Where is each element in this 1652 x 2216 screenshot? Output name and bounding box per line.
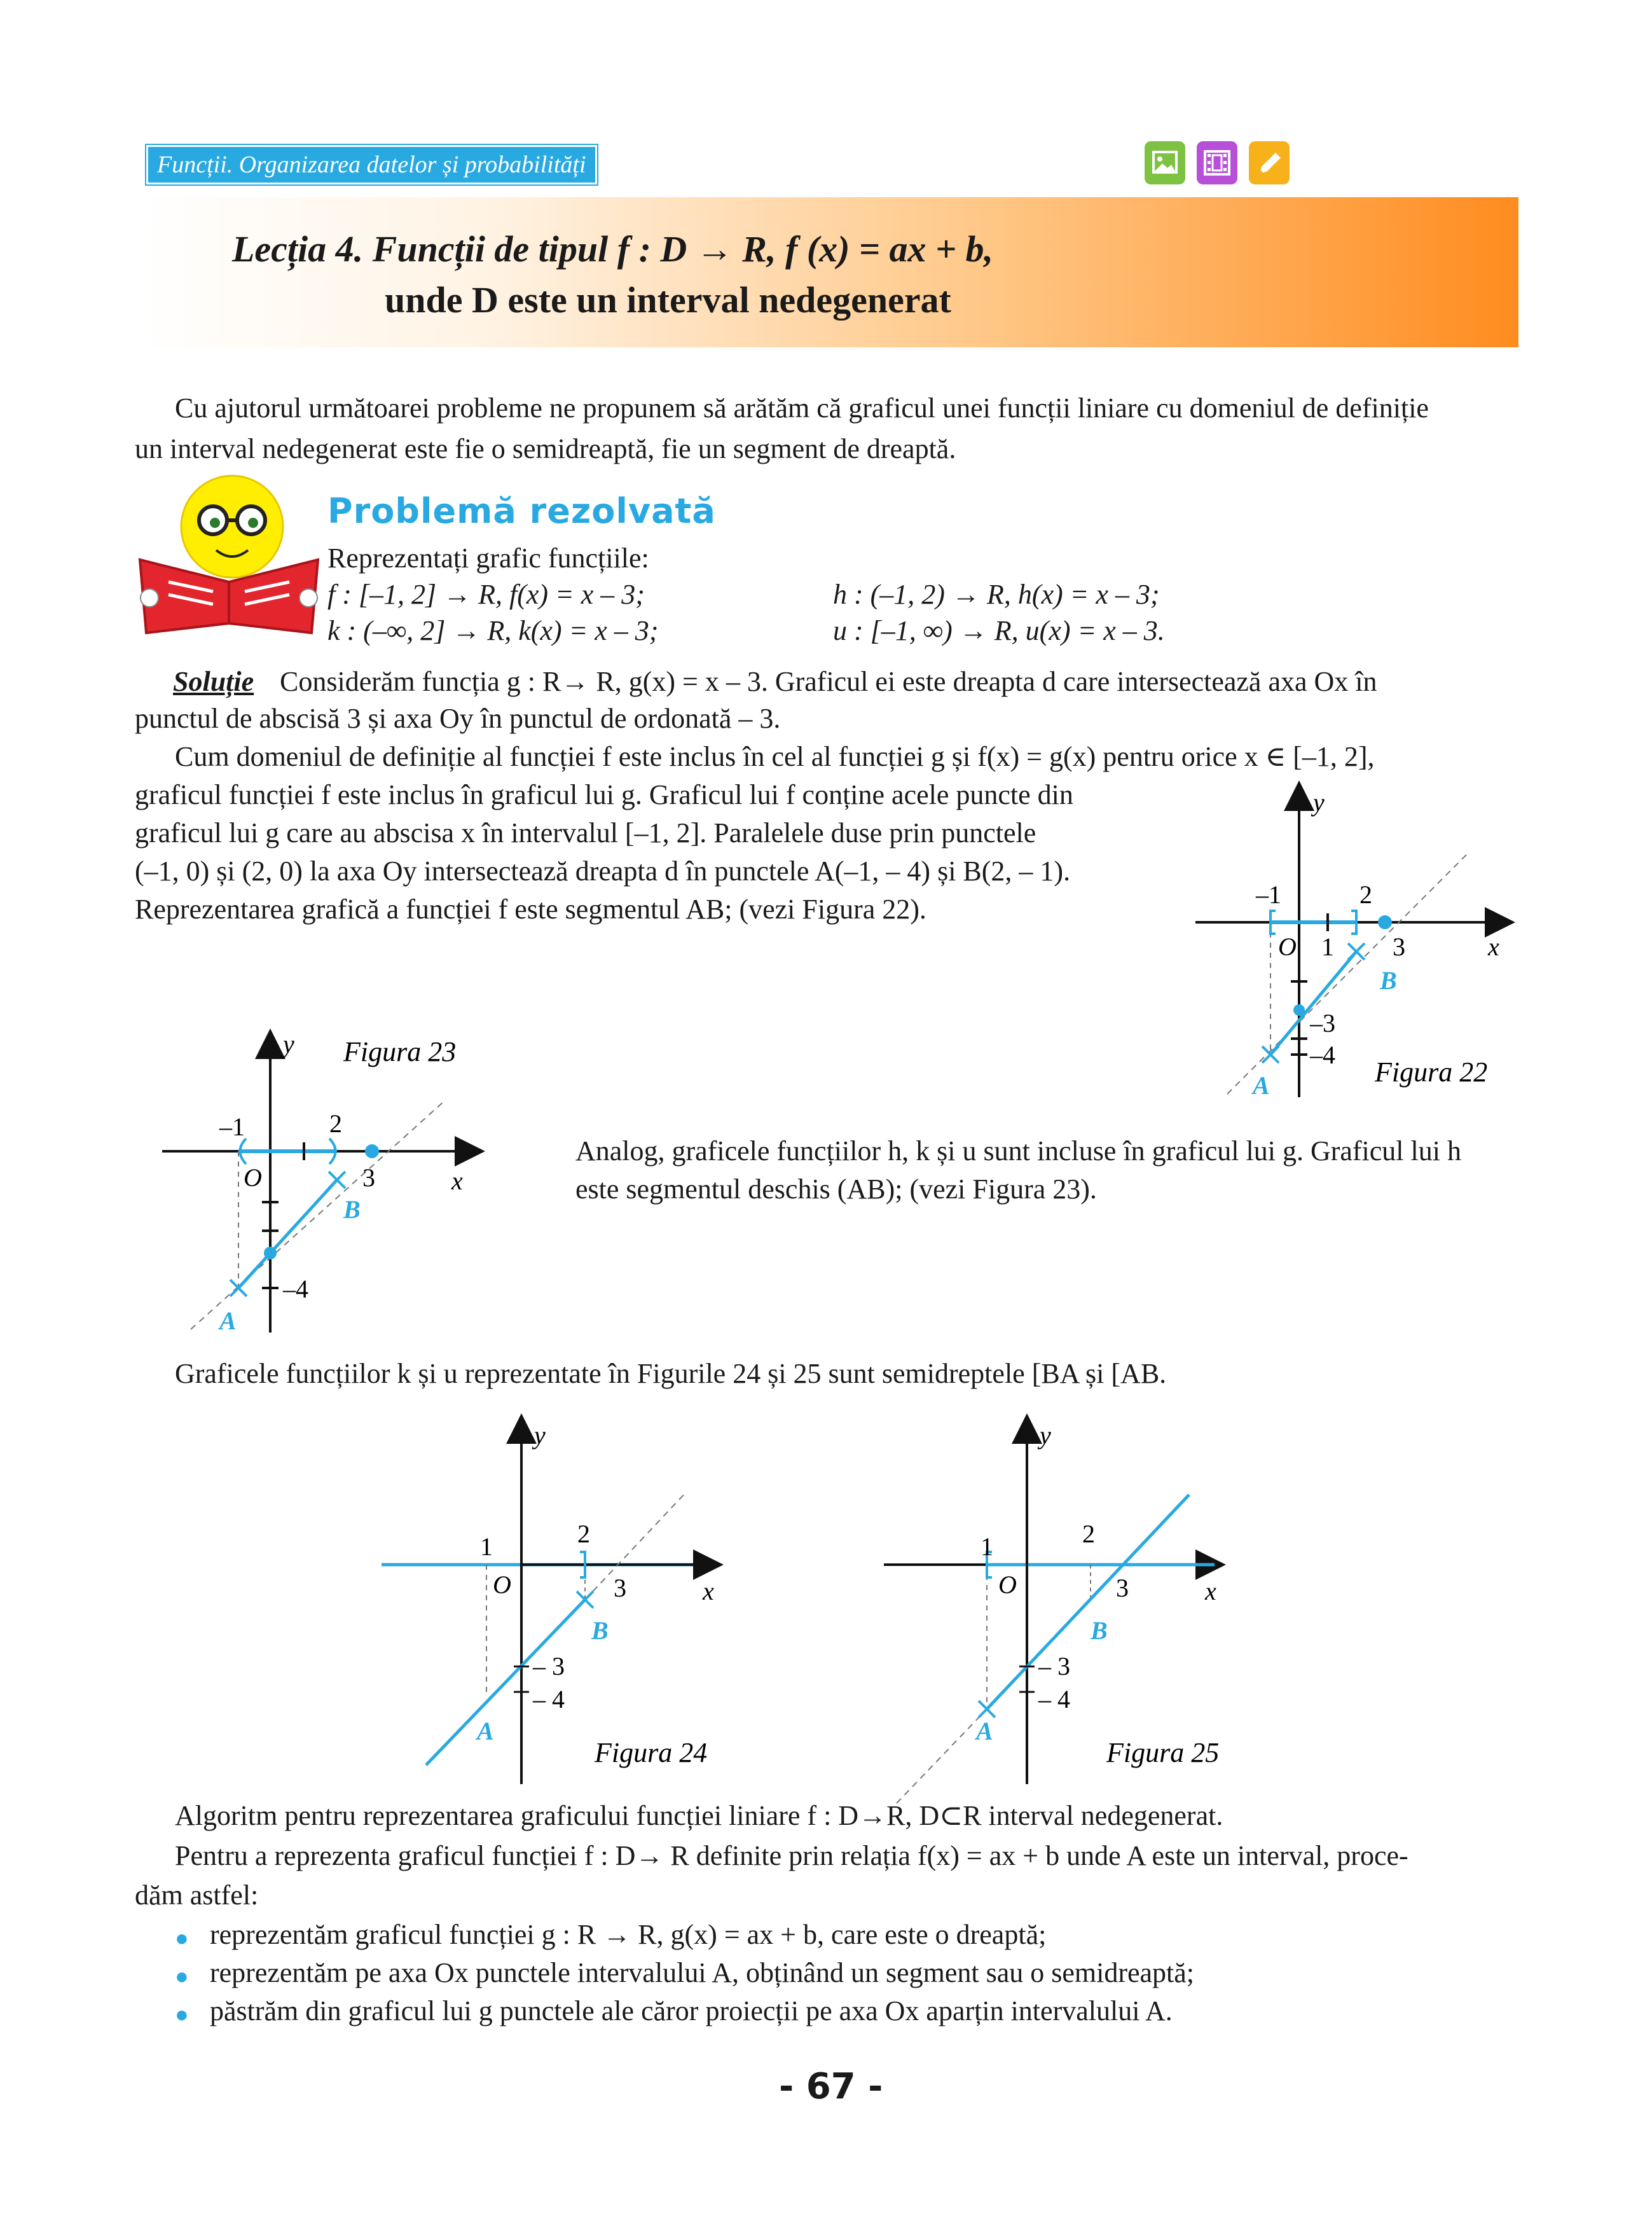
y-label: y <box>1313 788 1325 817</box>
tick-label-m3: – 3 <box>533 1652 565 1680</box>
problem-heading: Problemă rezolvată <box>327 491 716 531</box>
x-label: x <box>1488 932 1499 961</box>
bullet-icon: ● <box>175 2002 189 2027</box>
point-B-label: B <box>1091 1616 1108 1645</box>
algorithm-bullet-3: păstrăm din graficul lui g punctele ale căror proiecții pe axa Ox aparțin intervalului A. <box>210 1995 1173 2026</box>
x-label: x <box>1205 1577 1216 1605</box>
y-label: y <box>283 1030 294 1058</box>
point-A-label: A <box>477 1717 494 1745</box>
chapter-tag: Funcții. Organizarea datelor și probabilități <box>146 145 597 184</box>
origin-label: O <box>998 1570 1017 1599</box>
tick-label-2: 2 <box>1082 1520 1095 1548</box>
y-intercept-point <box>1293 1004 1305 1016</box>
lesson-title-line1: Lecția 4. Funcții de tipul f : D → R, f (x) = ax + b, <box>232 228 994 270</box>
solution-line6: (–1, 0) și (2, 0) la axa Oy intersectează dreapta d în punctele A(–1, – 4) și B(2, – 1). <box>135 855 1071 887</box>
solution-label: Soluție <box>173 666 254 697</box>
figure-23 <box>153 1018 496 1348</box>
solution-line7: Reprezentarea grafică a funcției f este segmentul AB; (vezi Figura 22). <box>135 894 926 925</box>
tick-label-2: 2 <box>329 1109 342 1138</box>
point-B-label: B <box>343 1195 361 1224</box>
tick-label-m4: –4 <box>283 1275 308 1303</box>
figure-23-caption: Figura 23 <box>343 1036 457 1067</box>
tick-label-m3: –3 <box>1310 1009 1335 1037</box>
algorithm-title: Algoritm pentru reprezentarea graficului funcției liniare f : D→R, D⊂R interval nedegenerat. <box>175 1800 1223 1831</box>
analog-line2: este segmentul deschis (AB); (vezi Figura 23). <box>575 1174 1097 1205</box>
image-icon[interactable] <box>1145 141 1185 184</box>
point-B-label: B <box>591 1616 609 1645</box>
tick-label-m1: –1 <box>219 1112 245 1141</box>
reading-mascot-illustration <box>134 471 324 646</box>
line-g-dashed <box>585 1492 687 1600</box>
figure-22 <box>1189 776 1520 1107</box>
origin-label: O <box>493 1570 511 1599</box>
line-g-dashed <box>897 1709 987 1803</box>
film-icon[interactable] <box>1197 141 1237 184</box>
origin-label: O <box>1278 932 1297 961</box>
algorithm-line2: dăm astfel: <box>135 1880 259 1911</box>
point-A-mark <box>979 1701 995 1717</box>
x-label: x <box>451 1167 463 1195</box>
segment-AB <box>1270 952 1356 1055</box>
intro-line2: un interval nedegenerat este fie o semidreaptă, fie un segment de dreaptă. <box>135 433 956 464</box>
point-A-mark <box>230 1280 247 1296</box>
solution-line1: Considerăm funcția g : R→ R, g(x) = x – 3. Graficul ei este dreapta d care intersectează axa Ox în <box>280 666 1377 697</box>
problem-f: f : [–1, 2] → R, f(x) = x – 3; <box>327 579 645 610</box>
y-intercept-point <box>264 1247 277 1259</box>
figure-24-caption: Figura 24 <box>595 1737 708 1768</box>
tick-label-1: 1 <box>1321 932 1334 961</box>
point-A-label: A <box>219 1306 237 1335</box>
pencil-icon[interactable] <box>1249 141 1290 184</box>
solution-line2: punctul de abscisă 3 și axa Oy în punctul de ordonată – 3. <box>135 703 781 734</box>
solution-line5: graficul lui g care au abscisa x în intervalul [–1, 2]. Paralelele duse prin punctele <box>135 817 1036 848</box>
lesson-title <box>232 224 993 326</box>
figure-24 <box>375 1409 731 1790</box>
x-intercept-point <box>1378 915 1392 929</box>
point-B-label: B <box>1380 966 1397 995</box>
tick-label-m4: – 4 <box>533 1685 565 1714</box>
tick-label-3: 3 <box>614 1574 626 1602</box>
tick-label-1: 1 <box>480 1532 493 1561</box>
problem-k: k : (–∞, 2] → R, k(x) = x – 3; <box>327 615 659 646</box>
tick-label-m4: –4 <box>1310 1041 1335 1069</box>
figure-25 <box>878 1409 1234 1816</box>
page-number: - 67 - <box>779 2066 883 2107</box>
y-label: y <box>1040 1421 1051 1450</box>
tick-label-m3: – 3 <box>1038 1652 1070 1680</box>
point-A-label: A <box>976 1717 993 1745</box>
tick-label-3: 3 <box>1393 932 1405 961</box>
problem-u: u : [–1, ∞) → R, u(x) = x – 3. <box>833 615 1165 646</box>
problem-prompt: Reprezentați grafic funcțiile: <box>327 543 649 574</box>
tick-label-3: 3 <box>1116 1574 1129 1602</box>
algorithm-line1: Pentru a reprezenta graficul funcției f : D→ R definite prin relația f(x) = ax + b unde A este un interval, proce- <box>175 1840 1408 1871</box>
algorithm-bullet-1: reprezentăm graficul funcției g : R → R, g(x) = ax + b, care este o dreaptă; <box>210 1919 1047 1950</box>
bullet-icon: ● <box>175 1925 189 1951</box>
point-B-mark <box>577 1591 593 1608</box>
point-B-mark <box>1348 943 1365 960</box>
segment-AB-open <box>238 1180 337 1288</box>
intro-line1: Cu ajutorul următoarei probleme ne propunem să arătăm că graficul unei funcții liniare cu domeniul de definiție <box>175 392 1429 424</box>
point-B-mark <box>329 1172 345 1188</box>
y-label: y <box>534 1421 546 1450</box>
point-A-label: A <box>1253 1071 1270 1100</box>
lesson-title-line2: unde D este un interval nedegenerat <box>385 279 951 321</box>
analog-line1: Analog, graficele funcțiilor h, k și u sunt incluse în graficul lui g. Graficul lui h <box>575 1135 1461 1167</box>
algorithm-bullet-2: reprezentăm pe axa Ox punctele intervalului A, obținând un segment sau o semidreaptă; <box>210 1957 1195 1988</box>
solution-line3: Cum domeniul de definiție al funcției f este inclus în cel al funcției g și f(x) = g(x) pentru orice x ∈ [–1, 2], <box>175 741 1375 772</box>
tick-label-2: 2 <box>577 1520 590 1548</box>
x-label: x <box>703 1577 714 1605</box>
tick-label-m4: – 4 <box>1038 1685 1070 1714</box>
rays-text: Graficele funcțiilor k și u reprezentate în Figurile 24 și 25 sunt semidreptele [BA și [AB. <box>175 1358 1167 1389</box>
bullet-icon: ● <box>175 1963 189 1989</box>
tick-label-2: 2 <box>1359 880 1372 909</box>
x-intercept-point <box>365 1144 379 1158</box>
tick-label-3: 3 <box>362 1163 375 1192</box>
tick-label-m1: –1 <box>1256 880 1281 909</box>
ray-BA <box>426 1600 585 1765</box>
solution-line4: graficul funcției f este inclus în graficul lui g. Graficul lui f conține acele puncte din <box>135 779 1073 810</box>
origin-label: O <box>244 1163 262 1192</box>
problem-h: h : (–1, 2) → R, h(x) = x – 3; <box>833 579 1160 610</box>
figure-22-caption: Figura 22 <box>1375 1056 1488 1088</box>
figure-25-caption: Figura 25 <box>1106 1737 1220 1768</box>
tick-label-1: 1 <box>981 1532 993 1561</box>
